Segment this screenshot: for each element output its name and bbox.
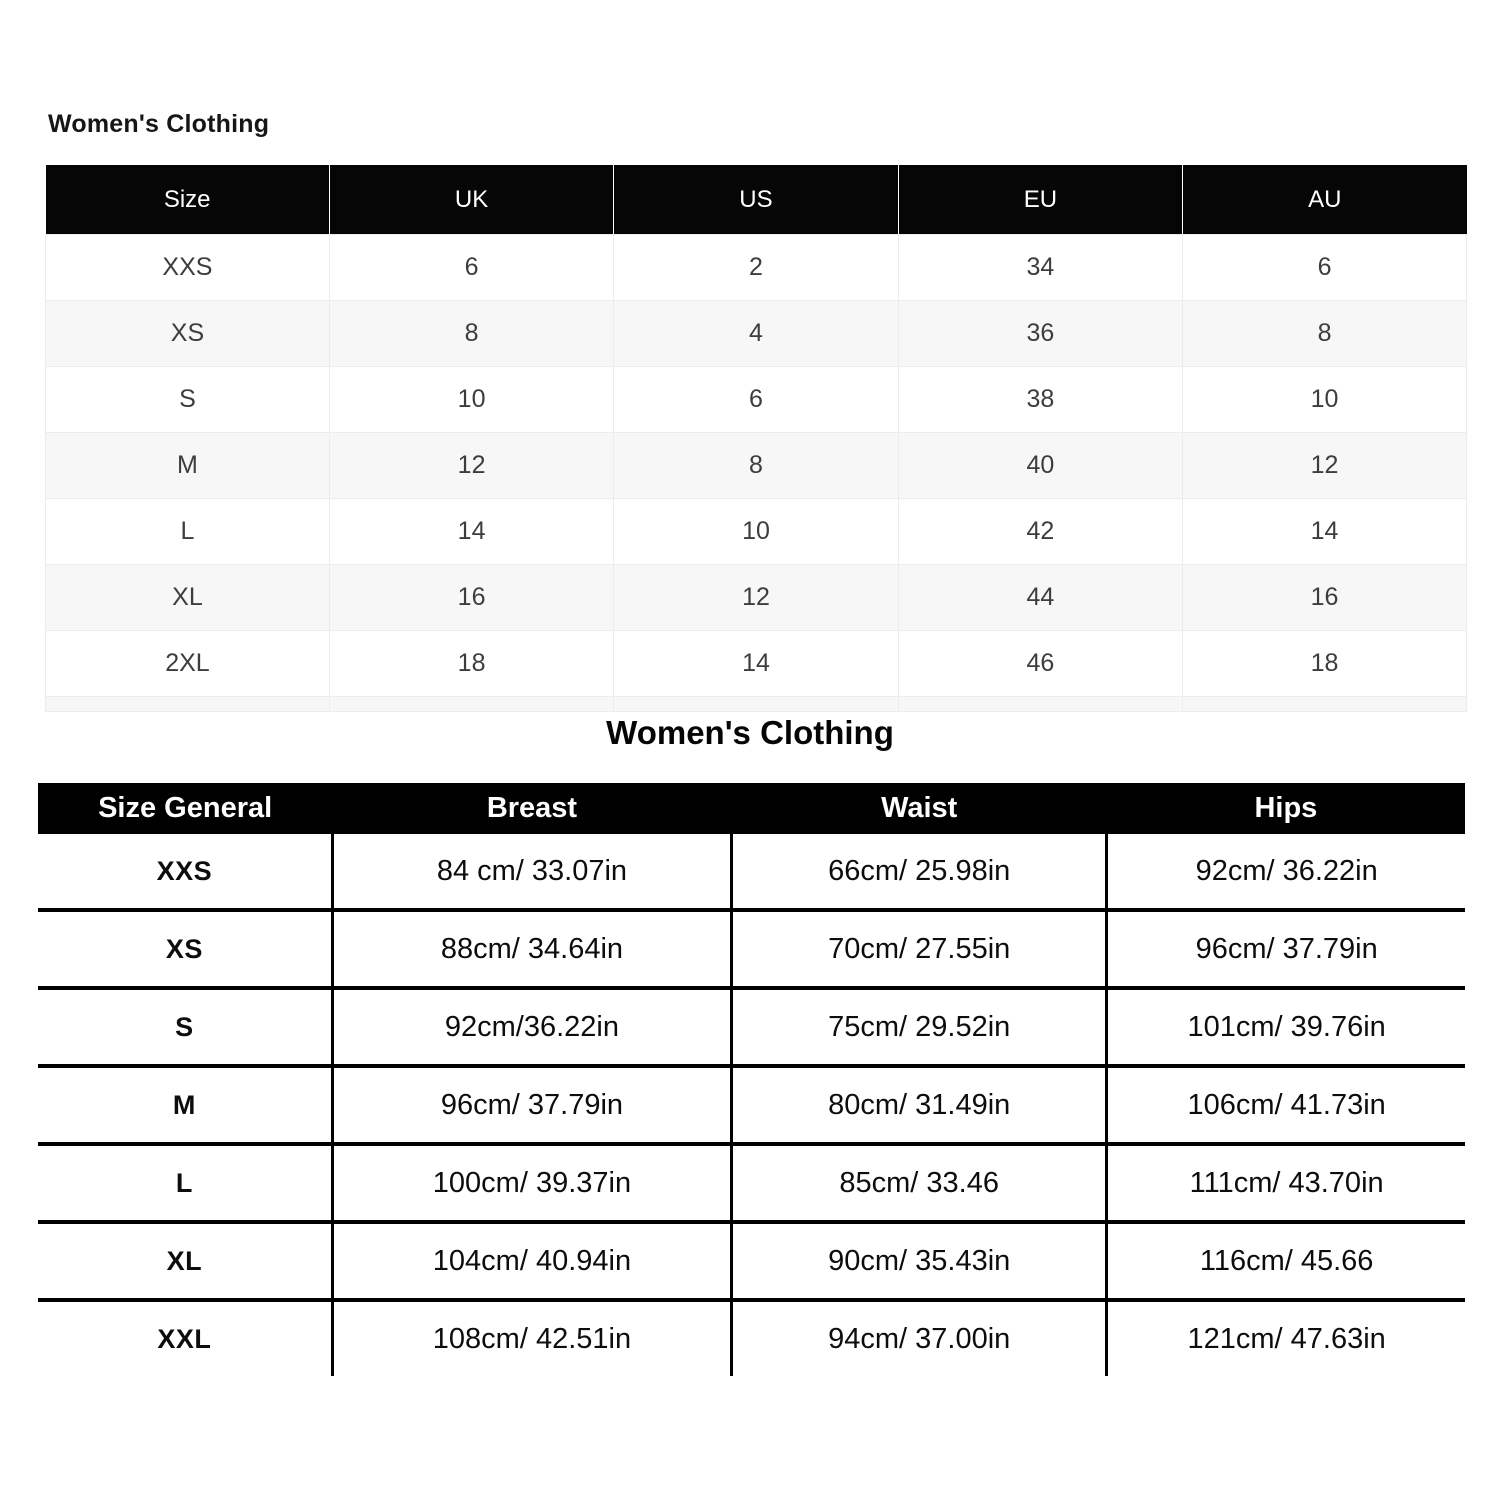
- value-cell: 111cm/ 43.70in: [1107, 1144, 1465, 1222]
- table-row: [46, 433, 1467, 499]
- value-cell: 88cm/ 34.64in: [332, 910, 731, 988]
- measurements-table-header-row: [38, 783, 1465, 834]
- value-cell: 36: [898, 301, 1182, 367]
- table-row: [38, 1144, 1465, 1222]
- value-cell: 14: [614, 631, 898, 697]
- column-header-size: Size: [46, 165, 330, 235]
- value-cell: 4: [614, 301, 898, 367]
- value-cell: 44: [898, 565, 1182, 631]
- value-cell: 101cm/ 39.76in: [1107, 988, 1465, 1066]
- value-cell: 8: [614, 433, 898, 499]
- column-header-hips: Hips: [1107, 783, 1465, 834]
- size-label-cell: XL: [46, 565, 330, 631]
- clipped-cell: [614, 697, 898, 712]
- column-header-eu: EU: [898, 165, 1182, 235]
- table-row: [38, 1066, 1465, 1144]
- size-label-cell: S: [38, 988, 332, 1066]
- value-cell: 96cm/ 37.79in: [332, 1066, 731, 1144]
- value-cell: 14: [1183, 499, 1467, 565]
- size-label-cell: XS: [46, 301, 330, 367]
- table-row: [46, 565, 1467, 631]
- value-cell: 8: [1183, 301, 1467, 367]
- table-row: [38, 910, 1465, 988]
- value-cell: 16: [1183, 565, 1467, 631]
- conversion-table-title: Women's Clothing: [48, 110, 270, 138]
- size-label-cell: 2XL: [46, 631, 330, 697]
- clipped-partial-row: [46, 697, 1467, 712]
- value-cell: 90cm/ 35.43in: [732, 1222, 1107, 1300]
- column-header-au: AU: [1183, 165, 1467, 235]
- value-cell: 104cm/ 40.94in: [332, 1222, 731, 1300]
- value-cell: 2: [614, 235, 898, 301]
- table-row: [46, 499, 1467, 565]
- size-label-cell: L: [38, 1144, 332, 1222]
- value-cell: 6: [614, 367, 898, 433]
- value-cell: 100cm/ 39.37in: [332, 1144, 731, 1222]
- table-row: [46, 367, 1467, 433]
- value-cell: 66cm/ 25.98in: [732, 834, 1107, 910]
- value-cell: 96cm/ 37.79in: [1107, 910, 1465, 988]
- value-cell: 80cm/ 31.49in: [732, 1066, 1107, 1144]
- value-cell: 14: [329, 499, 613, 565]
- value-cell: 92cm/36.22in: [332, 988, 731, 1066]
- table-row: [38, 988, 1465, 1066]
- value-cell: 46: [898, 631, 1182, 697]
- value-cell: 18: [329, 631, 613, 697]
- value-cell: 12: [1183, 433, 1467, 499]
- size-label-cell: XS: [38, 910, 332, 988]
- value-cell: 12: [329, 433, 613, 499]
- size-label-cell: XXS: [46, 235, 330, 301]
- conversion-table-header-row: [46, 165, 1467, 235]
- value-cell: 38: [898, 367, 1182, 433]
- value-cell: 16: [329, 565, 613, 631]
- value-cell: 121cm/ 47.63in: [1107, 1300, 1465, 1376]
- clipped-cell: [46, 697, 330, 712]
- table-row: [46, 301, 1467, 367]
- clipped-cell: [329, 697, 613, 712]
- table-row: [46, 631, 1467, 697]
- value-cell: 10: [1183, 367, 1467, 433]
- table-row: [38, 1300, 1465, 1376]
- clipped-cell: [1183, 697, 1467, 712]
- size-label-cell: L: [46, 499, 330, 565]
- body-measurements-table: [38, 783, 1465, 1376]
- size-conversion-table: [45, 165, 1467, 712]
- value-cell: 108cm/ 42.51in: [332, 1300, 731, 1376]
- table-row: [38, 834, 1465, 910]
- value-cell: 6: [1183, 235, 1467, 301]
- value-cell: 40: [898, 433, 1182, 499]
- column-header-size-general: Size General: [38, 783, 332, 834]
- size-label-cell: XL: [38, 1222, 332, 1300]
- value-cell: 10: [329, 367, 613, 433]
- table-row: [46, 235, 1467, 301]
- value-cell: 70cm/ 27.55in: [732, 910, 1107, 988]
- value-cell: 75cm/ 29.52in: [732, 988, 1107, 1066]
- value-cell: 106cm/ 41.73in: [1107, 1066, 1465, 1144]
- value-cell: 6: [329, 235, 613, 301]
- table-row: [38, 1222, 1465, 1300]
- size-label-cell: XXL: [38, 1300, 332, 1376]
- size-label-cell: M: [38, 1066, 332, 1144]
- value-cell: 34: [898, 235, 1182, 301]
- value-cell: 84 cm/ 33.07in: [332, 834, 731, 910]
- clipped-cell: [898, 697, 1182, 712]
- value-cell: 94cm/ 37.00in: [732, 1300, 1107, 1376]
- size-label-cell: S: [46, 367, 330, 433]
- measurements-table-title: Women's Clothing: [606, 714, 894, 751]
- value-cell: 18: [1183, 631, 1467, 697]
- value-cell: 116cm/ 45.66: [1107, 1222, 1465, 1300]
- column-header-us: US: [614, 165, 898, 235]
- value-cell: 92cm/ 36.22in: [1107, 834, 1465, 910]
- value-cell: 10: [614, 499, 898, 565]
- column-header-waist: Waist: [732, 783, 1107, 834]
- column-header-breast: Breast: [332, 783, 731, 834]
- value-cell: 42: [898, 499, 1182, 565]
- size-label-cell: M: [46, 433, 330, 499]
- value-cell: 8: [329, 301, 613, 367]
- size-label-cell: XXS: [38, 834, 332, 910]
- value-cell: 85cm/ 33.46: [732, 1144, 1107, 1222]
- column-header-uk: UK: [329, 165, 613, 235]
- value-cell: 12: [614, 565, 898, 631]
